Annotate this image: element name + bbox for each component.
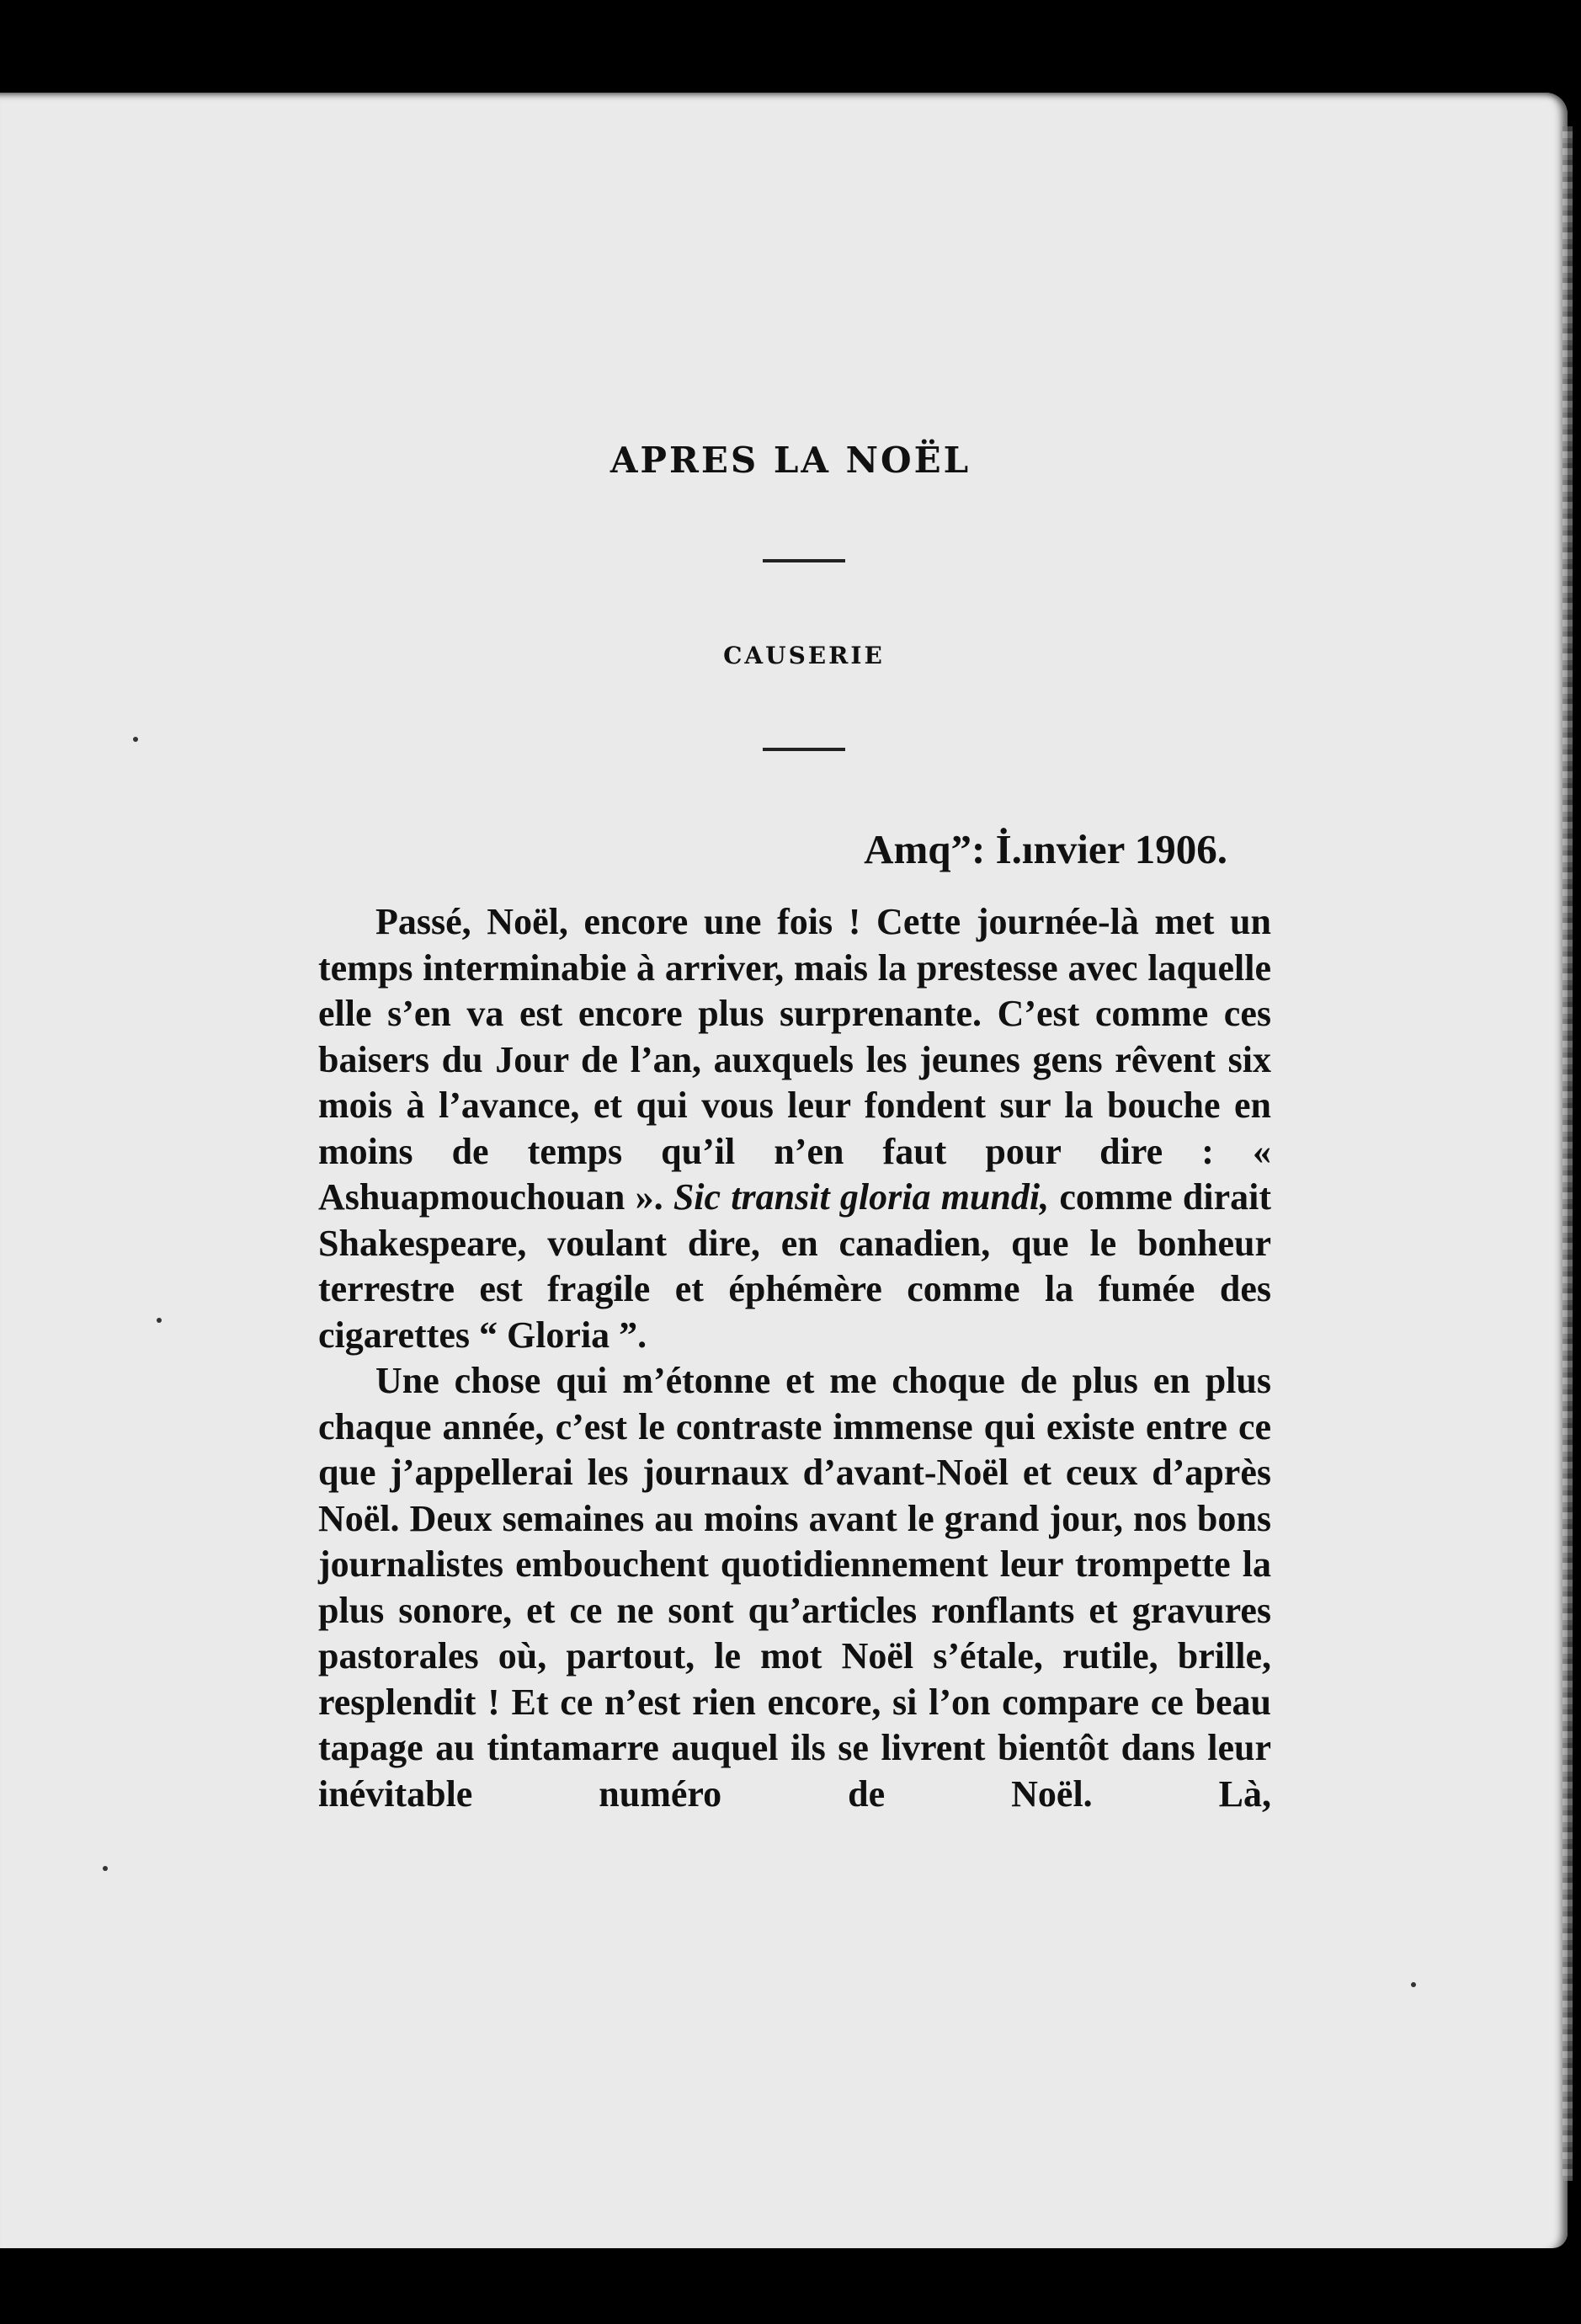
scan-speck (103, 1866, 108, 1871)
paragraph-1-end: comme dirait Shakespeare, voulant dire, en canadien, que le bonheur terrestre est fragile et éphémère comme la fumée des cigarettes “ Gloria ”. (318, 1176, 1272, 1356)
scan-speck (157, 1318, 162, 1323)
subtitle-rule (763, 748, 845, 751)
page-edge (1562, 126, 1573, 2181)
paragraph-1-start: Passé, Noël, encore une fois ! Cette journée-là met un temps interminabie à arriver, mais la prestesse avec laquelle elle s’en va est encore plus surprenante. C’est comme ces baisers du Jour de l’an, auxquels les jeunes gens rêvent six mois à l’avance, et qui vous leur fondent sur la bouche en moins de temps qu’il n’en faut pour dire : « Ashuapmouchouan ». (318, 901, 1271, 1218)
scan-speck (133, 737, 138, 742)
paragraph-2: Une chose qui m’étonne et me choque de plus en plus chaque année, c’est le contraste immense qui existe entre ce que j’appellerai les journaux d’avant-Noël et ceux d’après Noël. Deux semaines au moins avant le grand jour, nos bons journalistes embouchent quotidiennement leur trompette la plus sonore, et ce ne sont qu’articles ronflants et gravures pastorales où, partout, le mot Noël s’étale, rutile, brille, resplendit ! Et ce n’est rien encore, si l’on compare ce beau tapage au tintamarre auquel ils se livrent bientôt dans leur inévitable numéro de Noël. Là, (318, 1360, 1271, 1815)
page-title: APRES LA NOËL (610, 440, 971, 481)
body-text (318, 899, 1271, 1817)
page-subtitle: CAUSERIE (723, 642, 885, 669)
latin-quote: Sic transit gloria mundi, (673, 1176, 1050, 1218)
scan-speck (1411, 1982, 1416, 1987)
paragraph-1 (318, 899, 1271, 1358)
title-rule (763, 559, 845, 562)
dateline: Amq”: İ.ınvier 1906. (864, 826, 1227, 872)
